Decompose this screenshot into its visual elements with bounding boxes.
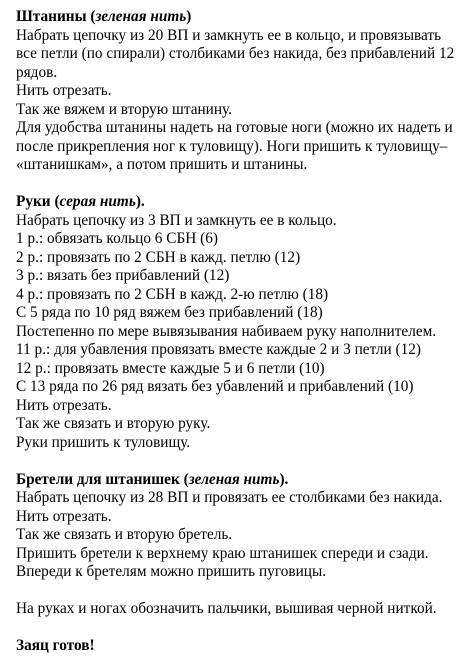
text-line: «штанишкам», а потом пришить и штанины. bbox=[16, 156, 308, 173]
heading-note: зеленая нить bbox=[188, 470, 280, 488]
finishing-note: На руках и ногах обозначить пальчики, вышивая черной ниткой. bbox=[16, 600, 437, 617]
section-heading-arms: Руки (серая нить). bbox=[16, 193, 145, 210]
text-line: Нить отрезать. bbox=[16, 396, 112, 414]
text-line: все петли (по спирали) столбиками без накида, без прибавлений 12 bbox=[16, 45, 455, 62]
paragraph-gap bbox=[16, 452, 464, 471]
heading-title: Руки bbox=[16, 193, 51, 210]
text-line: 2 р.: провязать по 2 СБН в кажд. петлю (12) bbox=[16, 248, 301, 266]
paragraph-gap bbox=[16, 619, 464, 638]
text-line: 4 р.: провязать по 2 СБН в кажд. 2-ю петлю (18) bbox=[16, 285, 329, 303]
heading-title: Штанины bbox=[16, 8, 87, 25]
text-line: Набрать цепочку из 28 ВП и провязать ее столбиками без накида. bbox=[16, 489, 443, 506]
text-line: С 5 ряда по 10 ряд вяжем без прибавлений (18) bbox=[16, 304, 323, 321]
heading-note: серая нить bbox=[59, 193, 136, 210]
text-line: Набрать цепочку из 20 ВП и замкнуть ее в кольцо, и провязывать bbox=[16, 26, 442, 44]
text-line: Впереди к бретелям можно пришить пуговицы. bbox=[16, 563, 327, 580]
text-line: Постепенно по мере вывязывания набиваем руку наполнителем. bbox=[16, 322, 437, 340]
paragraph-gap bbox=[16, 582, 464, 601]
text-line: Нить отрезать. bbox=[16, 507, 112, 525]
pattern-document bbox=[16, 8, 464, 656]
text-line: Руки пришить к туловищу. bbox=[16, 433, 191, 451]
heading-title: Бретели для штанишек bbox=[16, 470, 180, 488]
text-line: С 13 ряда по 26 ряд вязать без убавлений и прибавлений (10) bbox=[16, 378, 414, 395]
heading-note: зеленая нить bbox=[95, 8, 187, 25]
text-line: Для удобства штанины надеть на готовые ноги (можно их надеть и bbox=[16, 119, 453, 136]
paragraph-gap bbox=[16, 175, 464, 194]
text-line: 12 р.: провязать вместе каждые 5 и 6 петли (10) bbox=[16, 359, 325, 377]
text-line: Нить отрезать. bbox=[16, 82, 112, 99]
text-line: Пришить бретели к верхнему краю штанишек спереди и сзади. bbox=[16, 544, 429, 562]
text-line: Набрать цепочку из 3 ВП и замкнуть ее в кольцо. bbox=[16, 211, 337, 229]
text-line: после прикрепления ног к туловищу). Ноги пришить к туловищу– bbox=[16, 137, 448, 155]
text-line: 11 р.: для убавления провязать вместе каждые 2 и 3 петли (12) bbox=[16, 341, 422, 358]
section-heading-legs: Штанины (зеленая нить) bbox=[16, 8, 192, 25]
section-heading-straps: Бретели для штанишек (зеленая нить). bbox=[16, 470, 289, 488]
text-line: Так же связать и вторую бретель. bbox=[16, 526, 233, 543]
completion-heading: Заяц готов! bbox=[16, 637, 95, 654]
text-line: 1 р.: обвязать кольцо 6 СБН (6) bbox=[16, 230, 218, 247]
text-line: Так же вяжем и вторую штанину. bbox=[16, 100, 232, 118]
text-line: 3 р.: вязать без прибавлений (12) bbox=[16, 267, 230, 284]
text-line: рядов. bbox=[16, 63, 58, 81]
text-line: Так же связать и вторую руку. bbox=[16, 415, 211, 432]
